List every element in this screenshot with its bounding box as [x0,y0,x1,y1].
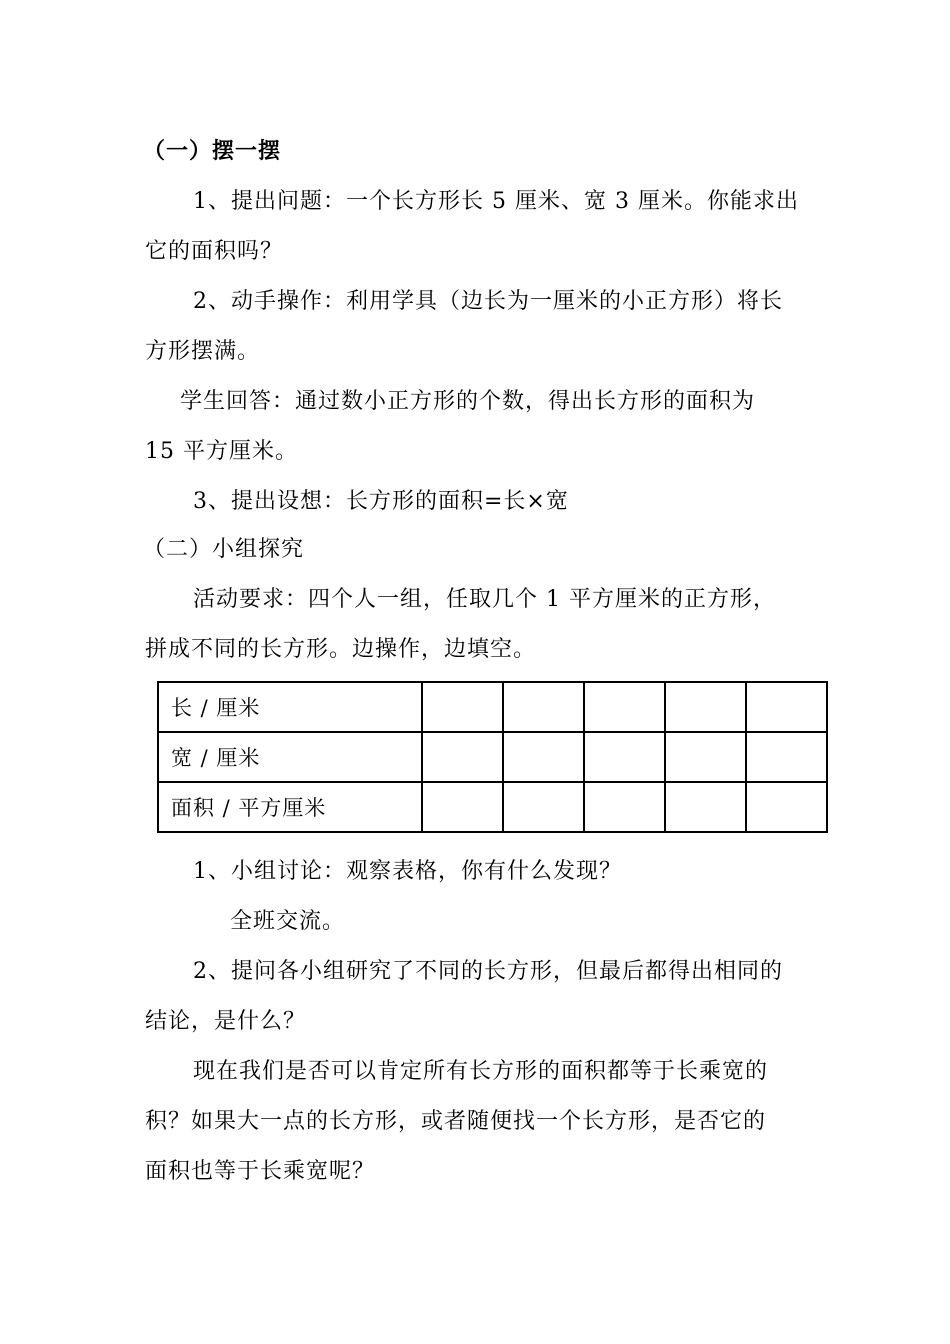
activity-requirement-line-1: 活动要求：四个人一组，任取几个 1 平方厘米的正方形， [193,587,776,612]
hypothesis-line: 3、提出设想：长方形的面积=长×宽 [193,489,569,514]
table-cell [665,782,746,832]
table-cell [422,782,503,832]
table-cell [584,682,665,732]
table-cell [665,732,746,782]
table-cell [503,682,584,732]
closing-paragraph-line-3: 面积也等于长乘宽呢？ [145,1159,376,1184]
rectangle-measurement-table [157,681,828,833]
table-row [158,782,827,832]
section-2-heading: （二）小组探究 [143,537,305,562]
table-cell [584,782,665,832]
section-1-heading: （一）摆一摆 [143,139,282,164]
conclusion-question-line-1: 2、提问各小组研究了不同的长方形，但最后都得出相同的 [193,959,783,984]
row-label-length: 长 / 厘米 [158,682,422,732]
table-cell [422,682,503,732]
student-answer-line-2: 15 平方厘米。 [145,439,298,464]
table-cell [746,732,827,782]
question-line-1: 1、提出问题：一个长方形长 5 厘米、宽 3 厘米。你能求出 [193,189,799,214]
table-cell [746,782,827,832]
discussion-question: 1、小组讨论：观察表格，你有什么发现？ [193,859,622,884]
table-row [158,682,827,732]
table-cell [665,682,746,732]
closing-paragraph-line-1: 现在我们是否可以肯定所有长方形的面积都等于长乘宽的 [193,1059,769,1084]
table-cell [422,732,503,782]
student-answer-line-1: 学生回答：通过数小正方形的个数，得出长方形的面积为 [180,389,756,414]
closing-paragraph-line-2: 积？如果大一点的长方形，或者随便找一个长方形，是否它的 [145,1109,767,1134]
row-label-area: 面积 / 平方厘米 [158,782,422,832]
table-cell [503,732,584,782]
class-exchange: 全班交流。 [230,909,346,934]
activity-requirement-line-2: 拼成不同的长方形。边操作，边填空。 [145,637,537,662]
conclusion-question-line-2: 结论，是什么？ [145,1009,307,1034]
row-label-width: 宽 / 厘米 [158,732,422,782]
operation-line-2: 方形摆满。 [145,339,261,364]
table-cell [584,732,665,782]
question-line-2: 它的面积吗？ [145,239,284,264]
table-cell [746,682,827,732]
table-cell [503,782,584,832]
table-row [158,732,827,782]
operation-line-1: 2、动手操作：利用学具（边长为一厘米的小正方形）将长 [193,289,783,314]
